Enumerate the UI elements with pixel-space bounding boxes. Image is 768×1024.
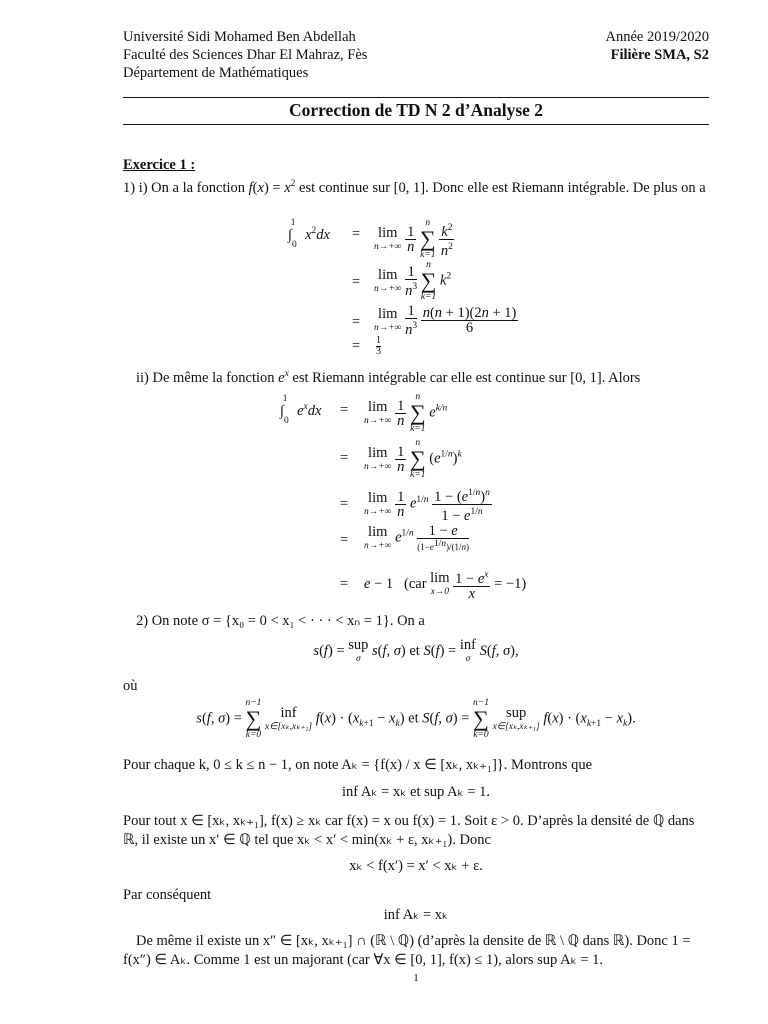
equation-integral-x2: $\int_0^1$ $x^2dx$ = lim n→+∞ $\frac{1}{n}$ n ∑ k=1 $\frac{k^2}{n^2}$ = lim n→+∞ $\frac{1}{n^3}$ n ∑ k=1 $k^2$ = lim n→+∞ $\frac{1}{n^3}$ $\frac{n(n + 1)(2n + 1)}{6}$ = 1 3 bbox=[288, 218, 517, 357]
paragraph-6: Par conséquent bbox=[123, 887, 212, 903]
word-ou: où bbox=[123, 678, 138, 694]
paragraph-7: De même il existe un x″ ∈ [xₖ, xₖ₊₁] ∩ (ℝ \ ℚ) (d’après la densite de ℝ \ ℚ dans ℝ). Donc 1 = f(x″) ∈ Aₖ. Comme 1 est un majorant (car ∀x ∈ [0, 1], f(x) ≤ 1), alors sup Aₖ = 1. bbox=[123, 933, 691, 968]
equation-inf-ak: inf Aₖ = xₖ bbox=[383, 907, 449, 923]
department-name: Département de Mathématiques bbox=[123, 65, 309, 81]
page-title: Correction de TD N 2 d’Analyse 2 bbox=[288, 100, 544, 120]
equation-darboux-sums: s(f, σ) = n−1 ∑ k=0 inf x∈[xₖ,xₖ₊₁] $f(x) \cdot (x_{k+1} - x_k)$ et S(f, σ) = n−1 ∑ k=0 sup x∈[xₖ,xₖ₊₁] $f(x) \cdot (x_{k+1} - x_k)$. bbox=[196, 698, 636, 740]
equation-integral-ex: $\int_0^1$ $e^xdx$ = lim n→+∞ $\frac{1}{n}$ n ∑ k=1 $e^{k/n}$ = lim n→+∞ $\frac{1}{n}$ n ∑ k=1 $(e^{1/n})^k$ = lim n→+∞ $\frac{1}{n}$ $e^{1/n}$ $\frac{1 - (e^{1/n})^n}{1 - e^{1/n}}$ = lim n→+∞ $e^{1/n}$ $\frac{1 - e}{(1-e^{1/n})/(1/n)}$ = e − 1 (car lim x→0 $\frac{1 - e^x}{x}$ = −1) bbox=[280, 392, 527, 602]
title-rule-top bbox=[123, 97, 709, 98]
paragraph-2: ii) De même la fonction $e^x$ est Riemann intégrable car elle est continue sur [0, 1]. Alors bbox=[136, 369, 641, 386]
paragraph-1: 1) i) On a la fonction $f(x) = x^2$ est continue sur [0, 1]. Donc elle est Riemann intégrable. De plus on a bbox=[123, 179, 706, 196]
equation-sup-inf: s(f) = sup σ s(f, σ) et S(f) = inf σ S(f, σ), bbox=[313, 637, 519, 664]
equation-inf-sup-ak: inf Aₖ = xₖ et sup Aₖ = 1. bbox=[341, 784, 491, 800]
exercise-heading: Exercice 1 : bbox=[123, 157, 196, 173]
title-rule-bottom bbox=[123, 124, 709, 125]
academic-year: Année 2019/2020 bbox=[605, 29, 709, 45]
program-name: Filière SMA, S2 bbox=[610, 47, 709, 63]
equation-xk-bound: xₖ < f(x′) = x′ < xₖ + ε. bbox=[349, 858, 483, 874]
faculty-name: Faculté des Sciences Dhar El Mahraz, Fès bbox=[123, 47, 368, 63]
paragraph-3: 2) On note σ = {x₀ = 0 < x₁ < · · · < xₙ = 1}. On a bbox=[136, 613, 425, 629]
paragraph-4: Pour chaque k, 0 ≤ k ≤ n − 1, on note Aₖ = {f(x) / x ∈ [xₖ, xₖ₊₁]}. Montrons que bbox=[123, 757, 593, 773]
page-number: 1 bbox=[413, 972, 419, 984]
university-name: Université Sidi Mohamed Ben Abdellah bbox=[123, 29, 356, 45]
paragraph-5: Pour tout x ∈ [xₖ, xₖ₊₁], f(x) ≥ xₖ car f(x) = x ou f(x) = 1. Soit ε > 0. D’après la densité de ℚ dans ℝ, il existe un x′ ∈ ℚ tel que xₖ < x′ < min(xₖ + ε, xₖ₊₁). Donc bbox=[123, 813, 695, 848]
